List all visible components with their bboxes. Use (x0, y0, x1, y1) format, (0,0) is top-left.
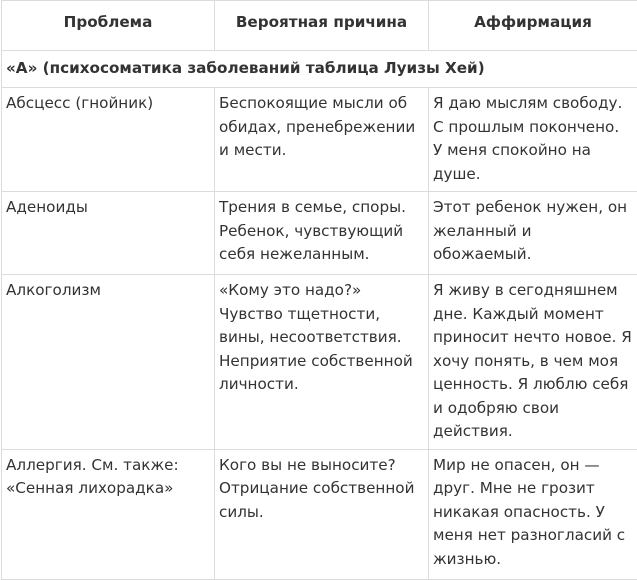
header-problem: Проблема (2, 1, 215, 51)
cell-problem: Аллергия. См. также: «Сенная лихорадка» (2, 449, 215, 579)
table-row (2, 275, 637, 450)
cell-problem: Абсцесс (гнойник) (2, 88, 215, 192)
cell-affirmation: Я даю мыслям свободу. С прошлым покончено. У меня спокойно на душе. (429, 88, 637, 192)
cell-cause: Беспокоящие мысли об обидах, пренебрежении и мести. (215, 88, 429, 192)
cell-affirmation: Мир не опасен, он — друг. Мне не грозит никакая опасность. У меня нет разногласий с жизнью. (429, 449, 637, 579)
cell-problem: Алкоголизм (2, 275, 215, 450)
cell-affirmation: Этот ребенок нужен, он желанный и обожаемый. (429, 192, 637, 275)
cell-cause: Трения в семье, споры. Ребенок, чувствующий себя нежеланным. (215, 192, 429, 275)
header-cause: Вероятная причина (215, 1, 429, 51)
cell-cause: «Кому это надо?» Чувство тщетности, вины, несоответствия. Неприятие собственной личности. (215, 275, 429, 450)
table-row (2, 88, 637, 192)
header-affirmation: Аффирмация (429, 1, 637, 51)
section-title: «А» (психосоматика заболеваний таблица Луизы Хей) (2, 51, 637, 88)
cell-problem: Аденоиды (2, 192, 215, 275)
section-row (2, 51, 637, 88)
table-row (2, 449, 637, 579)
header-row (2, 1, 637, 51)
cell-cause: Кого вы не выносите? Отрицание собственной силы. (215, 449, 429, 579)
psychosomatics-table (1, 0, 637, 580)
cell-affirmation: Я живу в сегодняшнем дне. Каждый момент приносит нечто новое. Я хочу понять, в чем моя ценность. Я люблю себя и одобряю свои действия. (429, 275, 637, 450)
table-row (2, 192, 637, 275)
